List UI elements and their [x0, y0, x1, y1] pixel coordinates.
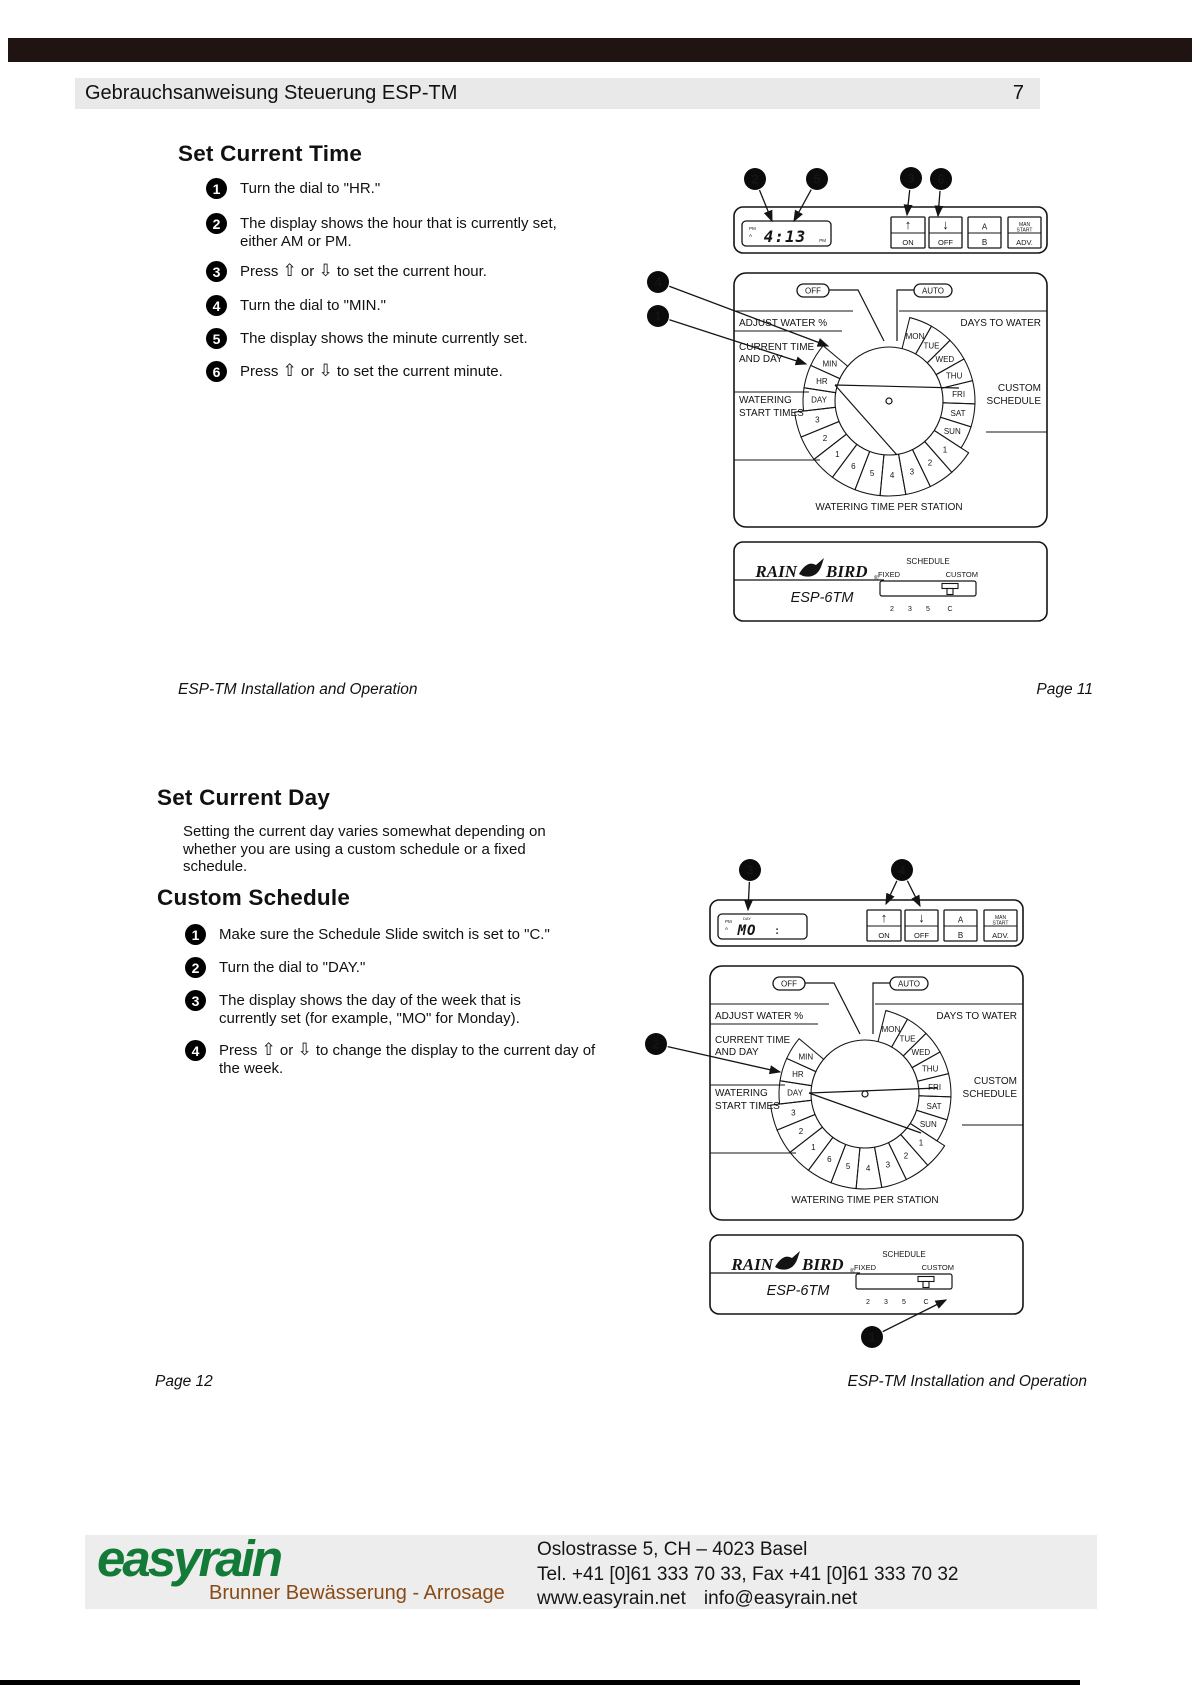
svg-text:FRI: FRI [952, 389, 966, 399]
set-current-day-intro: Setting the current day varies somewhat depending on whether you are using a custom schedule or a fixed schedule. [183, 823, 546, 875]
step-number-badge: 4 [206, 295, 227, 316]
svg-text:A: A [981, 222, 988, 232]
svg-text:6: 6 [851, 461, 856, 471]
step-number-badge: 2 [185, 957, 206, 978]
svg-text:DAYS TO WATER: DAYS TO WATER [936, 1011, 1017, 1022]
svg-text:B: B [957, 931, 964, 940]
step-item [185, 957, 365, 978]
svg-text:A: A [725, 926, 729, 931]
svg-text:3: 3 [907, 170, 915, 186]
svg-text:6: 6 [937, 171, 945, 187]
svg-text:SCHEDULE: SCHEDULE [882, 1250, 926, 1259]
svg-text:FIXED: FIXED [854, 1263, 877, 1272]
svg-text:1: 1 [942, 445, 948, 455]
step-text: The display shows the day of the week that is currently set (for example, "MO" for Monday). [219, 992, 521, 1027]
svg-text:6: 6 [827, 1154, 832, 1164]
svg-text:3: 3 [815, 415, 820, 425]
up-arrow-icon: ⇧ [261, 1040, 276, 1060]
section-heading-set-current-day: Set Current Day [157, 785, 331, 810]
step-text: Press ⇧ or ⇩ to change the display to the current day of the week. [219, 1040, 596, 1077]
easyrain-footer [85, 1530, 1097, 1609]
easyrain-email: info@easyrain.net [703, 1588, 858, 1609]
svg-text:SCHEDULE: SCHEDULE [906, 557, 950, 566]
svg-text:THU: THU [921, 1064, 939, 1074]
svg-text:DAYS TO WATER: DAYS TO WATER [960, 318, 1041, 329]
svg-text:START TIMES: START TIMES [715, 1101, 780, 1112]
section-heading-set-current-time: Set Current Time [178, 141, 363, 166]
callout-4 [886, 859, 920, 906]
svg-text:SAT: SAT [950, 408, 966, 418]
svg-text:A: A [749, 233, 753, 238]
svg-text:AND DAY: AND DAY [715, 1047, 759, 1058]
svg-text:CUSTOM: CUSTOM [945, 570, 978, 579]
svg-text:SCHEDULE: SCHEDULE [986, 396, 1041, 407]
svg-text:CUSTOM: CUSTOM [973, 1076, 1017, 1087]
step-number-badge: 3 [206, 261, 227, 282]
page-footer-title: ESP-TM Installation and Operation [847, 1373, 1087, 1390]
step-text: The display shows the hour that is currently set, either AM or PM. [240, 215, 557, 250]
brand-panel [734, 542, 1047, 621]
svg-text:SUN: SUN [919, 1119, 937, 1129]
svg-text:ADV.: ADV. [1016, 238, 1033, 247]
lcd-display [718, 914, 807, 939]
a-b-button [968, 217, 1001, 248]
svg-text:MO: MO [737, 923, 757, 939]
svg-text:4: 4 [889, 470, 895, 480]
svg-text:ADJUST WATER %: ADJUST WATER % [739, 318, 828, 329]
svg-text::: : [773, 924, 781, 937]
svg-text:1: 1 [835, 449, 840, 459]
svg-text:RAIN: RAIN [755, 562, 797, 581]
svg-text:4:13: 4:13 [763, 227, 807, 246]
svg-text:AUTO: AUTO [921, 286, 945, 296]
svg-text:3: 3 [908, 606, 912, 613]
svg-text:2: 2 [822, 434, 828, 444]
svg-text:2: 2 [751, 171, 759, 187]
svg-text:THU: THU [945, 371, 963, 381]
svg-text:4: 4 [865, 1163, 871, 1173]
step-number-badge: 3 [185, 990, 206, 1011]
up-on-button [867, 910, 901, 941]
svg-text:ADV.: ADV. [992, 931, 1009, 940]
up-on-button [891, 217, 925, 248]
up-arrow-icon: ⇧ [282, 261, 297, 281]
svg-text:5: 5 [813, 171, 821, 187]
down-off-button [929, 217, 962, 248]
running-footer-page: Page 11 [1036, 681, 1093, 698]
step-item [185, 1040, 617, 1077]
svg-text:CUSTOM: CUSTOM [997, 383, 1041, 394]
svg-text:ON: ON [902, 238, 914, 247]
svg-text:2: 2 [798, 1127, 804, 1137]
svg-text:MON: MON [905, 332, 925, 342]
svg-text:HR: HR [816, 376, 828, 386]
down-arrow-icon: ⇩ [297, 1040, 312, 1060]
svg-text:WED: WED [911, 1047, 931, 1057]
brand-panel [710, 1235, 1023, 1314]
svg-text:↑: ↑ [904, 217, 912, 232]
svg-text:ESP-6TM: ESP-6TM [790, 590, 854, 606]
svg-text:®: ® [874, 576, 879, 582]
easyrain-tagline: Brunner Bewässerung - Arrosage [209, 1582, 505, 1604]
easyrain-logo: easyrain [97, 1530, 280, 1587]
easyrain-web-line [537, 1587, 959, 1612]
up-arrow-icon: ⇧ [282, 361, 297, 381]
svg-text:DAY: DAY [743, 916, 751, 921]
svg-text:START: START [1016, 227, 1033, 234]
svg-text:4: 4 [654, 274, 662, 290]
svg-text:DAY: DAY [787, 1088, 803, 1098]
header-title: Gebrauchsanweisung Steuerung ESP-TM [85, 82, 458, 104]
svg-text:MIN: MIN [822, 359, 838, 369]
svg-text:A: A [957, 915, 964, 925]
svg-text:SAT: SAT [926, 1101, 942, 1111]
svg-text:®: ® [850, 1269, 855, 1275]
svg-text:↓: ↓ [942, 217, 949, 232]
svg-text:BIRD: BIRD [826, 562, 868, 581]
svg-text:5: 5 [926, 606, 930, 613]
svg-text:CUSTOM: CUSTOM [921, 1263, 954, 1272]
svg-text:PM: PM [819, 238, 826, 243]
svg-text:5: 5 [869, 469, 875, 479]
svg-text:SCHEDULE: SCHEDULE [962, 1089, 1017, 1100]
step-text: Turn the dial to "HR." [240, 180, 381, 197]
step-item [185, 990, 537, 1027]
top-panel [734, 207, 1047, 253]
controller-faceplate [734, 273, 1047, 527]
step-text: Make sure the Schedule Slide switch is set to "C." [219, 926, 550, 943]
svg-text:MIN: MIN [798, 1052, 814, 1062]
lcd-display [742, 221, 831, 246]
svg-text:C: C [947, 606, 953, 613]
svg-text:SUN: SUN [943, 426, 961, 436]
svg-text:HR: HR [792, 1069, 804, 1079]
svg-text:START TIMES: START TIMES [739, 408, 804, 419]
down-arrow-icon: ⇩ [318, 261, 333, 281]
svg-text:MAN: MAN [994, 915, 1007, 921]
easyrain-website: www.easyrain.net [537, 1588, 686, 1609]
svg-text:WED: WED [935, 354, 955, 364]
svg-text:MAN: MAN [1018, 222, 1031, 228]
step-text: Press ⇧ or ⇩ to set the current minute. [240, 361, 503, 381]
svg-text:FIXED: FIXED [878, 570, 901, 579]
running-footer-left: ESP-TM Installation and Operation [178, 681, 418, 698]
svg-text:3: 3 [884, 1299, 888, 1306]
svg-text:2: 2 [903, 1151, 909, 1161]
a-b-button [944, 910, 977, 941]
down-arrow-icon: ⇩ [318, 361, 333, 381]
svg-text:FRI: FRI [928, 1082, 942, 1092]
svg-text:ON: ON [878, 931, 890, 940]
svg-text:CURRENT TIME: CURRENT TIME [739, 342, 815, 353]
svg-text:START: START [992, 920, 1009, 927]
top-panel [710, 900, 1023, 946]
svg-text:1: 1 [654, 308, 662, 324]
man-start-adv-button [1008, 217, 1041, 248]
svg-text:MON: MON [881, 1025, 901, 1035]
svg-text:↑: ↑ [880, 910, 888, 925]
man-start-adv-button [984, 910, 1017, 941]
svg-text:3: 3 [909, 467, 915, 477]
step-text: The display shows the minute currently set. [240, 330, 528, 347]
step-item [185, 924, 550, 945]
svg-text:OFF: OFF [914, 931, 929, 940]
controller-faceplate [710, 966, 1023, 1220]
svg-text:OFF: OFF [781, 979, 797, 989]
svg-text:WATERING TIME PER STATION: WATERING TIME PER STATION [815, 502, 963, 513]
svg-text:1: 1 [811, 1142, 816, 1152]
down-off-button [905, 910, 938, 941]
svg-text:2: 2 [890, 606, 894, 613]
easyrain-address: Oslostrasse 5, CH – 4023 Basel [537, 1539, 808, 1560]
svg-text:AUTO: AUTO [897, 979, 921, 989]
svg-text:5: 5 [845, 1162, 851, 1172]
svg-text:WATERING: WATERING [739, 395, 792, 406]
svg-text:4: 4 [898, 862, 906, 878]
easyrain-contact [537, 1538, 959, 1612]
svg-text:OFF: OFF [805, 286, 821, 296]
svg-text:3: 3 [746, 862, 754, 878]
svg-text:WATERING TIME PER STATION: WATERING TIME PER STATION [791, 1195, 939, 1206]
svg-text:ADJUST WATER %: ADJUST WATER % [715, 1011, 804, 1022]
svg-text:3: 3 [885, 1160, 891, 1170]
svg-text:BIRD: BIRD [802, 1255, 844, 1274]
svg-text:AND DAY: AND DAY [739, 354, 783, 365]
svg-text:2: 2 [866, 1299, 870, 1306]
controller-diagram-set-time [647, 167, 1047, 621]
svg-text:↓: ↓ [918, 910, 925, 925]
svg-text:TUE: TUE [923, 341, 940, 351]
svg-text:WATERING: WATERING [715, 1088, 768, 1099]
step-text: Press ⇧ or ⇩ to set the current hour. [240, 261, 487, 281]
section-heading-custom-schedule: Custom Schedule [157, 885, 351, 910]
bottom-divider-bar [0, 1680, 1080, 1685]
svg-text:3: 3 [791, 1108, 796, 1118]
step-text: Turn the dial to "DAY." [219, 959, 366, 976]
svg-text:1: 1 [868, 1329, 876, 1345]
svg-text:2: 2 [927, 458, 933, 468]
svg-text:5: 5 [902, 1299, 906, 1306]
svg-text:DAY: DAY [811, 395, 827, 405]
svg-text:1: 1 [918, 1138, 924, 1148]
svg-text:CURRENT TIME: CURRENT TIME [715, 1035, 791, 1046]
step-number-badge: 1 [206, 178, 227, 199]
svg-text:PM: PM [749, 226, 756, 231]
step-text: Turn the dial to "MIN." [240, 297, 386, 314]
page-footer-page-number: Page 12 [155, 1373, 213, 1390]
svg-text:ESP-6TM: ESP-6TM [766, 1283, 830, 1299]
svg-text:TUE: TUE [899, 1034, 916, 1044]
svg-text:2: 2 [652, 1036, 660, 1052]
svg-text:C: C [923, 1299, 929, 1306]
step-number-badge: 1 [185, 924, 206, 945]
step-number-badge: 6 [206, 361, 227, 382]
svg-text:OFF: OFF [938, 238, 953, 247]
svg-text:B: B [981, 238, 988, 247]
step-number-badge: 4 [185, 1040, 206, 1061]
header-page-number: 7 [1012, 82, 1024, 104]
svg-text:RAIN: RAIN [731, 1255, 773, 1274]
easyrain-phone: Tel. +41 [0]61 333 70 33, Fax +41 [0]61 333 70 32 [537, 1563, 959, 1585]
step-number-badge: 5 [206, 328, 227, 349]
step-number-badge: 2 [206, 213, 227, 234]
controller-diagram-set-day [645, 859, 1023, 1348]
svg-text:PM: PM [725, 919, 732, 924]
